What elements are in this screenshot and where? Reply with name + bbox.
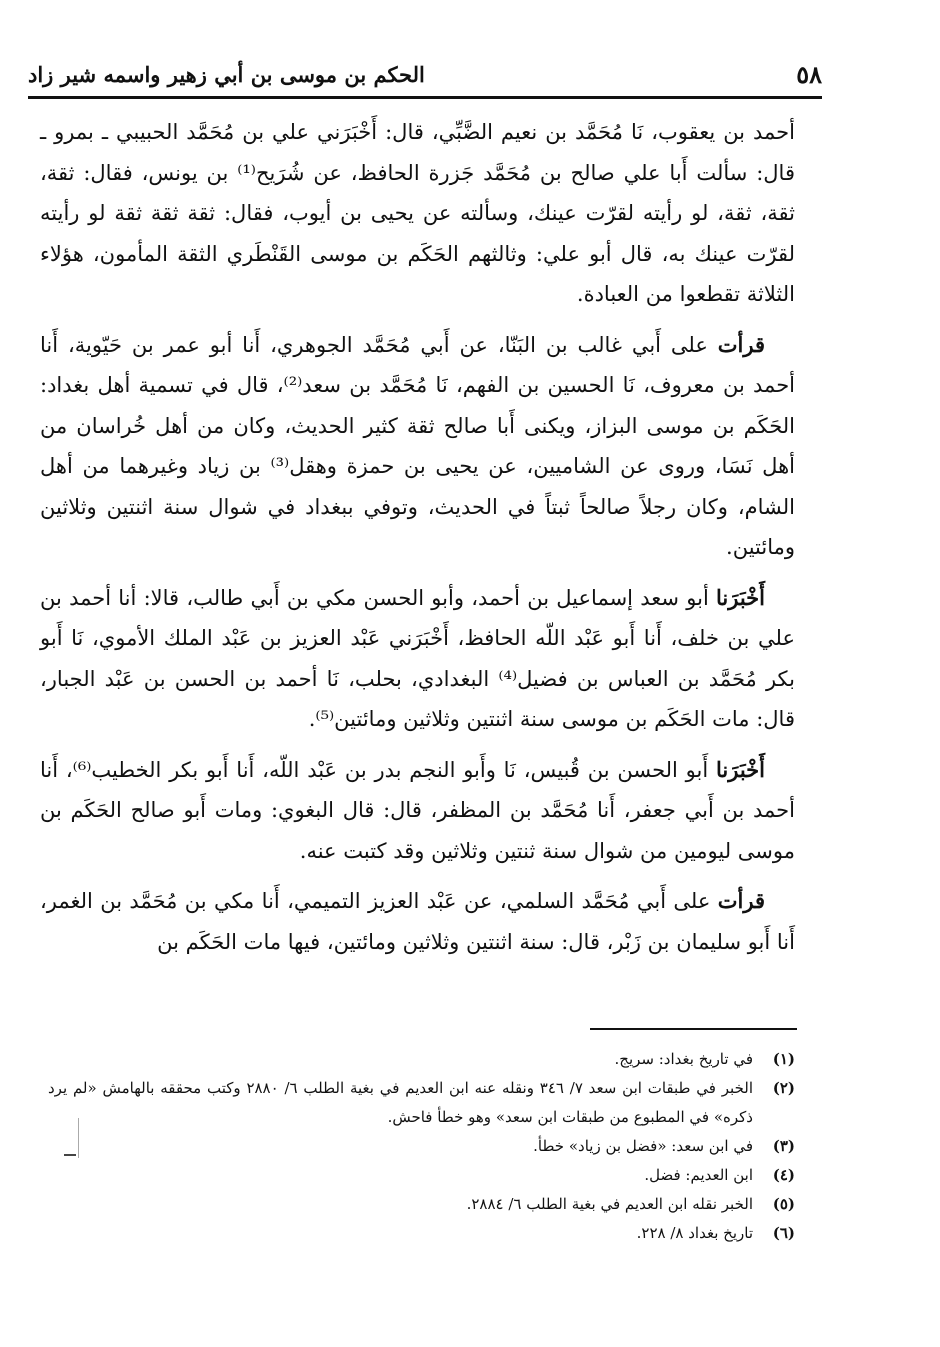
paragraph-lead: قرأت (717, 888, 765, 913)
paragraph (40, 325, 795, 568)
footnote (48, 1132, 795, 1161)
paragraph (40, 112, 795, 315)
page-header (28, 58, 822, 99)
footnote-number: (٢) (772, 1079, 795, 1097)
footnote-number: (٦) (772, 1224, 795, 1242)
footnote-text: في ابن سعد: «فضل بن زياد» خطأ. (533, 1137, 753, 1155)
footnote-text: تاريخ بغداد ٨/ ٢٢٨. (636, 1224, 753, 1242)
footnote (48, 1161, 795, 1190)
paragraph-lead: أَخْبَرَنا (716, 756, 765, 782)
footnote (48, 1045, 795, 1074)
paragraph-text: أحمد بن يعقوب، نَا مُحَمَّد بن نعيم الضَّبِّي، قال: أَخْبَرَني علي بن مُحَمَّد الحبيبي ـ بمرو ـ قال: سألت أَبا علي صالح بن مُحَمَّد جَزرة الحافظ، عن شُرَيح⁽¹⁾ بن يونس، فقال: ثقة، ثقة، ثقة، لو رأيته لقرّت عينك، وسألته عن يحيى بن أيوب، فقال: ثقة ثقة ثقة لو رأيته لقرّت عينك به، قال أبو علي: وثالثهم الحَكَم بن موسى القَنْطَري الثقة المأمون، هؤلاء الثلاثة تقطعوا من العبادة. (40, 120, 795, 306)
footnote-text: في تاريخ بغداد: سريج. (614, 1050, 753, 1068)
footnote (48, 1074, 795, 1132)
paragraph (40, 578, 795, 740)
footnote-text: الخبر نقله ابن العديم في بغية الطلب ٦/ ٢٨٨٤. (466, 1195, 753, 1213)
main-text (40, 112, 795, 972)
paragraph-text: أبو سعد إسماعيل بن أحمد، وأبو الحسن مكي بن أَبي طالب، قالا: أنا أحمد بن علي بن خلف، أَنا أَبو عَبْد اللّه الحافظ، أَخْبَرَني عَبْد العزيز بن عَبْد الملك الأموي، نَا أَبو بكر مُحَمَّد بن العباس بن فضيل⁽⁴⁾ البغدادي، بحلب، نَا أحمد بن الحسن بن عَبْد الجبار، قال: مات الحَكَم بن موسى سنة اثنتين وثلاثين ومائتين⁽⁵⁾. (40, 585, 795, 731)
paragraph-text: على أَبي مُحَمَّد السلمي، عن عَبْد العزيز التميمي، أَنا مكي بن مُحَمَّد بن الغمر، أَنا أَبو سليمان بن زَبْر، قال: سنة اثنتين وثلاثين ومائتين، فيها مات الحَكَم بن (40, 889, 795, 954)
page-number: ٥٨ (796, 60, 822, 89)
footnote-divider (590, 1028, 797, 1030)
footnote-text: ابن العديم: فضل. (644, 1166, 753, 1184)
paragraph-lead: أَخْبَرَنا (716, 584, 765, 610)
paragraph (40, 881, 795, 962)
footnote (48, 1190, 795, 1219)
paragraph-text: أَبو الحسن بن قُبيس، نَا وأَبو النجم بدر بن عَبْد اللّه، أَنا أَبو بكر الخطيب⁽⁶⁾، أَنا أحمد بن أَبي جعفر، أَنا مُحَمَّد بن المظفر، قال: قال البغوي: ومات أَبو صالح الحَكَم بن موسى ليومين من شوال سنة ثنتين وثلاثين وقد كتبت عنه. (40, 757, 795, 863)
footnote (48, 1219, 795, 1248)
footnote-text: الخبر في طبقات ابن سعد ٧/ ٣٤٦ ونقله عنه ابن العديم في بغية الطلب ٦/ ٢٨٨٠ وكتب محققه بالهامش «لم يرد ذكره» في المطبوع من طبقات ابن سعد» وهو خطأ فاحش. (48, 1079, 753, 1126)
paragraph (40, 750, 795, 872)
footnote-number: (٤) (772, 1166, 795, 1184)
running-title: الحكم بن موسى بن أبي زهير واسمه شير زاد (28, 62, 425, 87)
footnote-number: (٥) (772, 1195, 795, 1213)
paragraph-lead: قرأت (717, 331, 765, 357)
footnote-number: (٣) (772, 1137, 795, 1155)
footnote-number: (١) (772, 1050, 795, 1068)
footnotes (48, 1045, 795, 1248)
paragraph-text: على أَبي غالب بن البَنّا، عن أَبي مُحَمَّد الجوهري، أَنا أبو عمر بن حَيّوية، أَنا أحمد بن معروف، نَا الحسين بن الفهم، نَا مُحَمَّد بن سعد⁽²⁾، قال في تسمية أهل بغداد: الحَكَم بن موسى البزاز، ويكنى أَبا صالح ثقة كثير الحديث، وكان من أهل خُراسان من أهل نَسَا، وروى عن الشاميين، عن يحيى بن حمزة وهقل⁽³⁾ بن زياد وغيرهما من أهل الشام، وكان رجلاً صالحاً ثبتاً في الحديث، وتوفي ببغداد في شوال سنة اثنتين وثلاثين ومائتين. (40, 332, 796, 559)
